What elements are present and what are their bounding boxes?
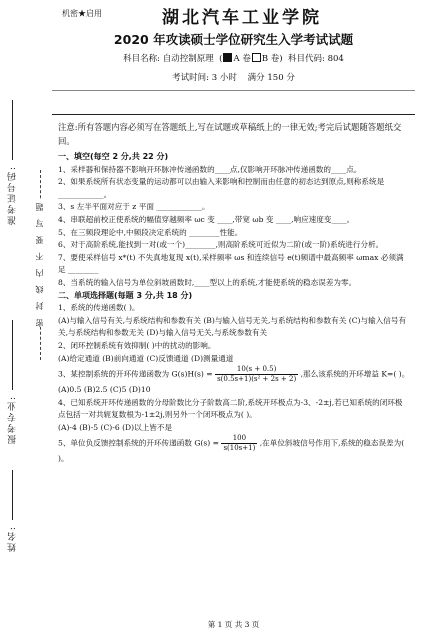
paper-b: B 卷: [261, 54, 280, 64]
subject-label: 科目名称:: [123, 54, 161, 64]
exam-title: 2020 年攻读硕士学位研究生入学考试试题: [113, 32, 354, 47]
paper-a: A 卷: [233, 54, 251, 64]
exam-number-label: 准考证号码:: [8, 165, 18, 226]
s2-question-2: 2、闭环控制系统有效抑制( )中的扰动的影响。: [58, 340, 216, 350]
name-line: [12, 470, 13, 520]
header-divider: [52, 90, 415, 91]
s1-question-7: 7、要使采样信号 x*(t) 不失真地复现 x(t),采样频率 ωs 和连续信号 e(t)频谱中最高频率 ωmax 必须满足 ________: [58, 252, 404, 275]
s2-question-5: [58, 434, 410, 466]
school-logo-text: 湖北汽车工业学院: [162, 8, 322, 28]
time-info: [52, 71, 415, 83]
s2-question-3: [58, 365, 410, 384]
name-label: 姓名:: [8, 525, 18, 553]
s2-q5-denominator: s(10s+1): [223, 444, 256, 453]
s1-question-2: 2、如果系统所有状态变量的运动都可以由输入来影响和控制而由任意的初态达到原点,则称系统是____________。: [58, 177, 385, 199]
subject-code: 804: [327, 54, 344, 64]
s2-question-1-options: (A)与输入信号有关,与系统结构和参数有关 (B)与输入信号无关,与系统结构和参数有关 (C)与输入信号有关,与系统结构和参数无关 (D)与输入信号无关,与系统参数有关: [58, 315, 407, 338]
s2-q3-suffix: ,那么该系统的开环增益 K=( )。: [300, 369, 410, 379]
subject-info: 科目名称: 自动控制原理 ( A 卷 B 卷) 科目代码: 804: [123, 54, 344, 64]
major-label: 报考专业:: [8, 395, 18, 445]
seal-line-note: 密 封 线 内 不 要 写 题: [35, 200, 44, 327]
s2-q5-numerator: 100: [221, 434, 257, 444]
s2-question-4-options: (A)-4 (B)-5 (C)-6 (D)以上皆不是: [58, 422, 173, 432]
section2-heading: 二、单项选择题(每题 3 分,共 18 分): [58, 290, 193, 300]
s2-question-4: 4、已知系统开环传递函数的分母阶数比分子阶数高二阶,系统开环极点为-3、-2±j,若已知系统的闭环极点包括一对共轭复数根为-1±2j,则另外一个闭环极点为( )。: [58, 397, 403, 420]
code-label: 科目代码:: [288, 54, 325, 64]
s1-question-4: 4、串联超前校正使系统的幅值穿越频率 ωc 变 ____,带宽 ωb 变 ____,响应速度变____。: [58, 214, 355, 224]
score-label: 满分: [247, 73, 265, 83]
s2-q5-fraction: [221, 434, 257, 453]
secret-mark: 机密★启用: [62, 9, 102, 18]
s1-question-3: 3、s 左半平面对应于 z 平面 ____________。: [58, 202, 210, 212]
full-score: 150 分: [267, 73, 295, 83]
s2-q3-numerator: 10(s + 0.5): [215, 365, 298, 375]
header-rule: [52, 114, 415, 115]
s2-q3-denominator: s(0.5s+1)(s² + 2s + 2): [217, 375, 297, 384]
s2-q3-prefix: 3、某控制系统的开环传递函数为 G(s)H(s) =: [58, 369, 213, 379]
binding-margin: [0, 0, 52, 632]
s2-q5-suffix: ,在单位斜坡信号作用下,系统的稳态误差为( )。: [58, 438, 405, 464]
question-body: [58, 120, 410, 466]
s2-question-3-options: (A)0.5 (B)2.5 (C)5 (D)10: [58, 385, 151, 395]
page-number: 第 1 页 共 3 页: [207, 620, 260, 629]
s1-question-8: 8、当系统的输入信号为单位斜坡函数时,____型以上的系统,才能使系统的稳态误差为零。: [58, 277, 357, 287]
checked-box-icon: [223, 53, 232, 62]
s2-question-2-options: (A)给定通道 (B)前向通道 (C)反馈通道 (D)测量通道: [58, 353, 234, 363]
unchecked-box-icon: [252, 53, 261, 62]
s1-question-1: 1、采样器和保持器不影响开环脉冲传递函数的____点,仅影响开环脉冲传递函数的____点。: [58, 164, 362, 174]
subject-name: 自动控制原理: [162, 54, 214, 64]
s1-question-5: 5、在三频段理论中,中频段决定系统的 ________性能。: [58, 227, 243, 237]
s2-q3-fraction: [215, 365, 298, 384]
notice: 注意:所有答题内容必须写在答题纸上,写在试题或草稿纸上的一律无效;考完后试题随答题纸交回。: [58, 122, 402, 146]
s2-q5-prefix: 5、单位负反馈控制系统的开环传递函数 G(s) =: [58, 438, 220, 448]
exam-paper: [52, 0, 415, 632]
exam-time: 3 小时: [211, 73, 237, 83]
time-label: 考试时间:: [172, 73, 210, 83]
s1-question-6: 6、对于高阶系统,能找到一对(或一个)________,则高阶系统可近似为二阶(或一阶)系统进行分析。: [58, 240, 384, 250]
major-line: [12, 320, 13, 390]
s2-question-1: 1、系统的传递函数( )。: [58, 303, 140, 313]
section1-heading: 一、填空(每空 2 分,共 22 分): [58, 152, 169, 161]
exam-number-line: [12, 100, 13, 160]
